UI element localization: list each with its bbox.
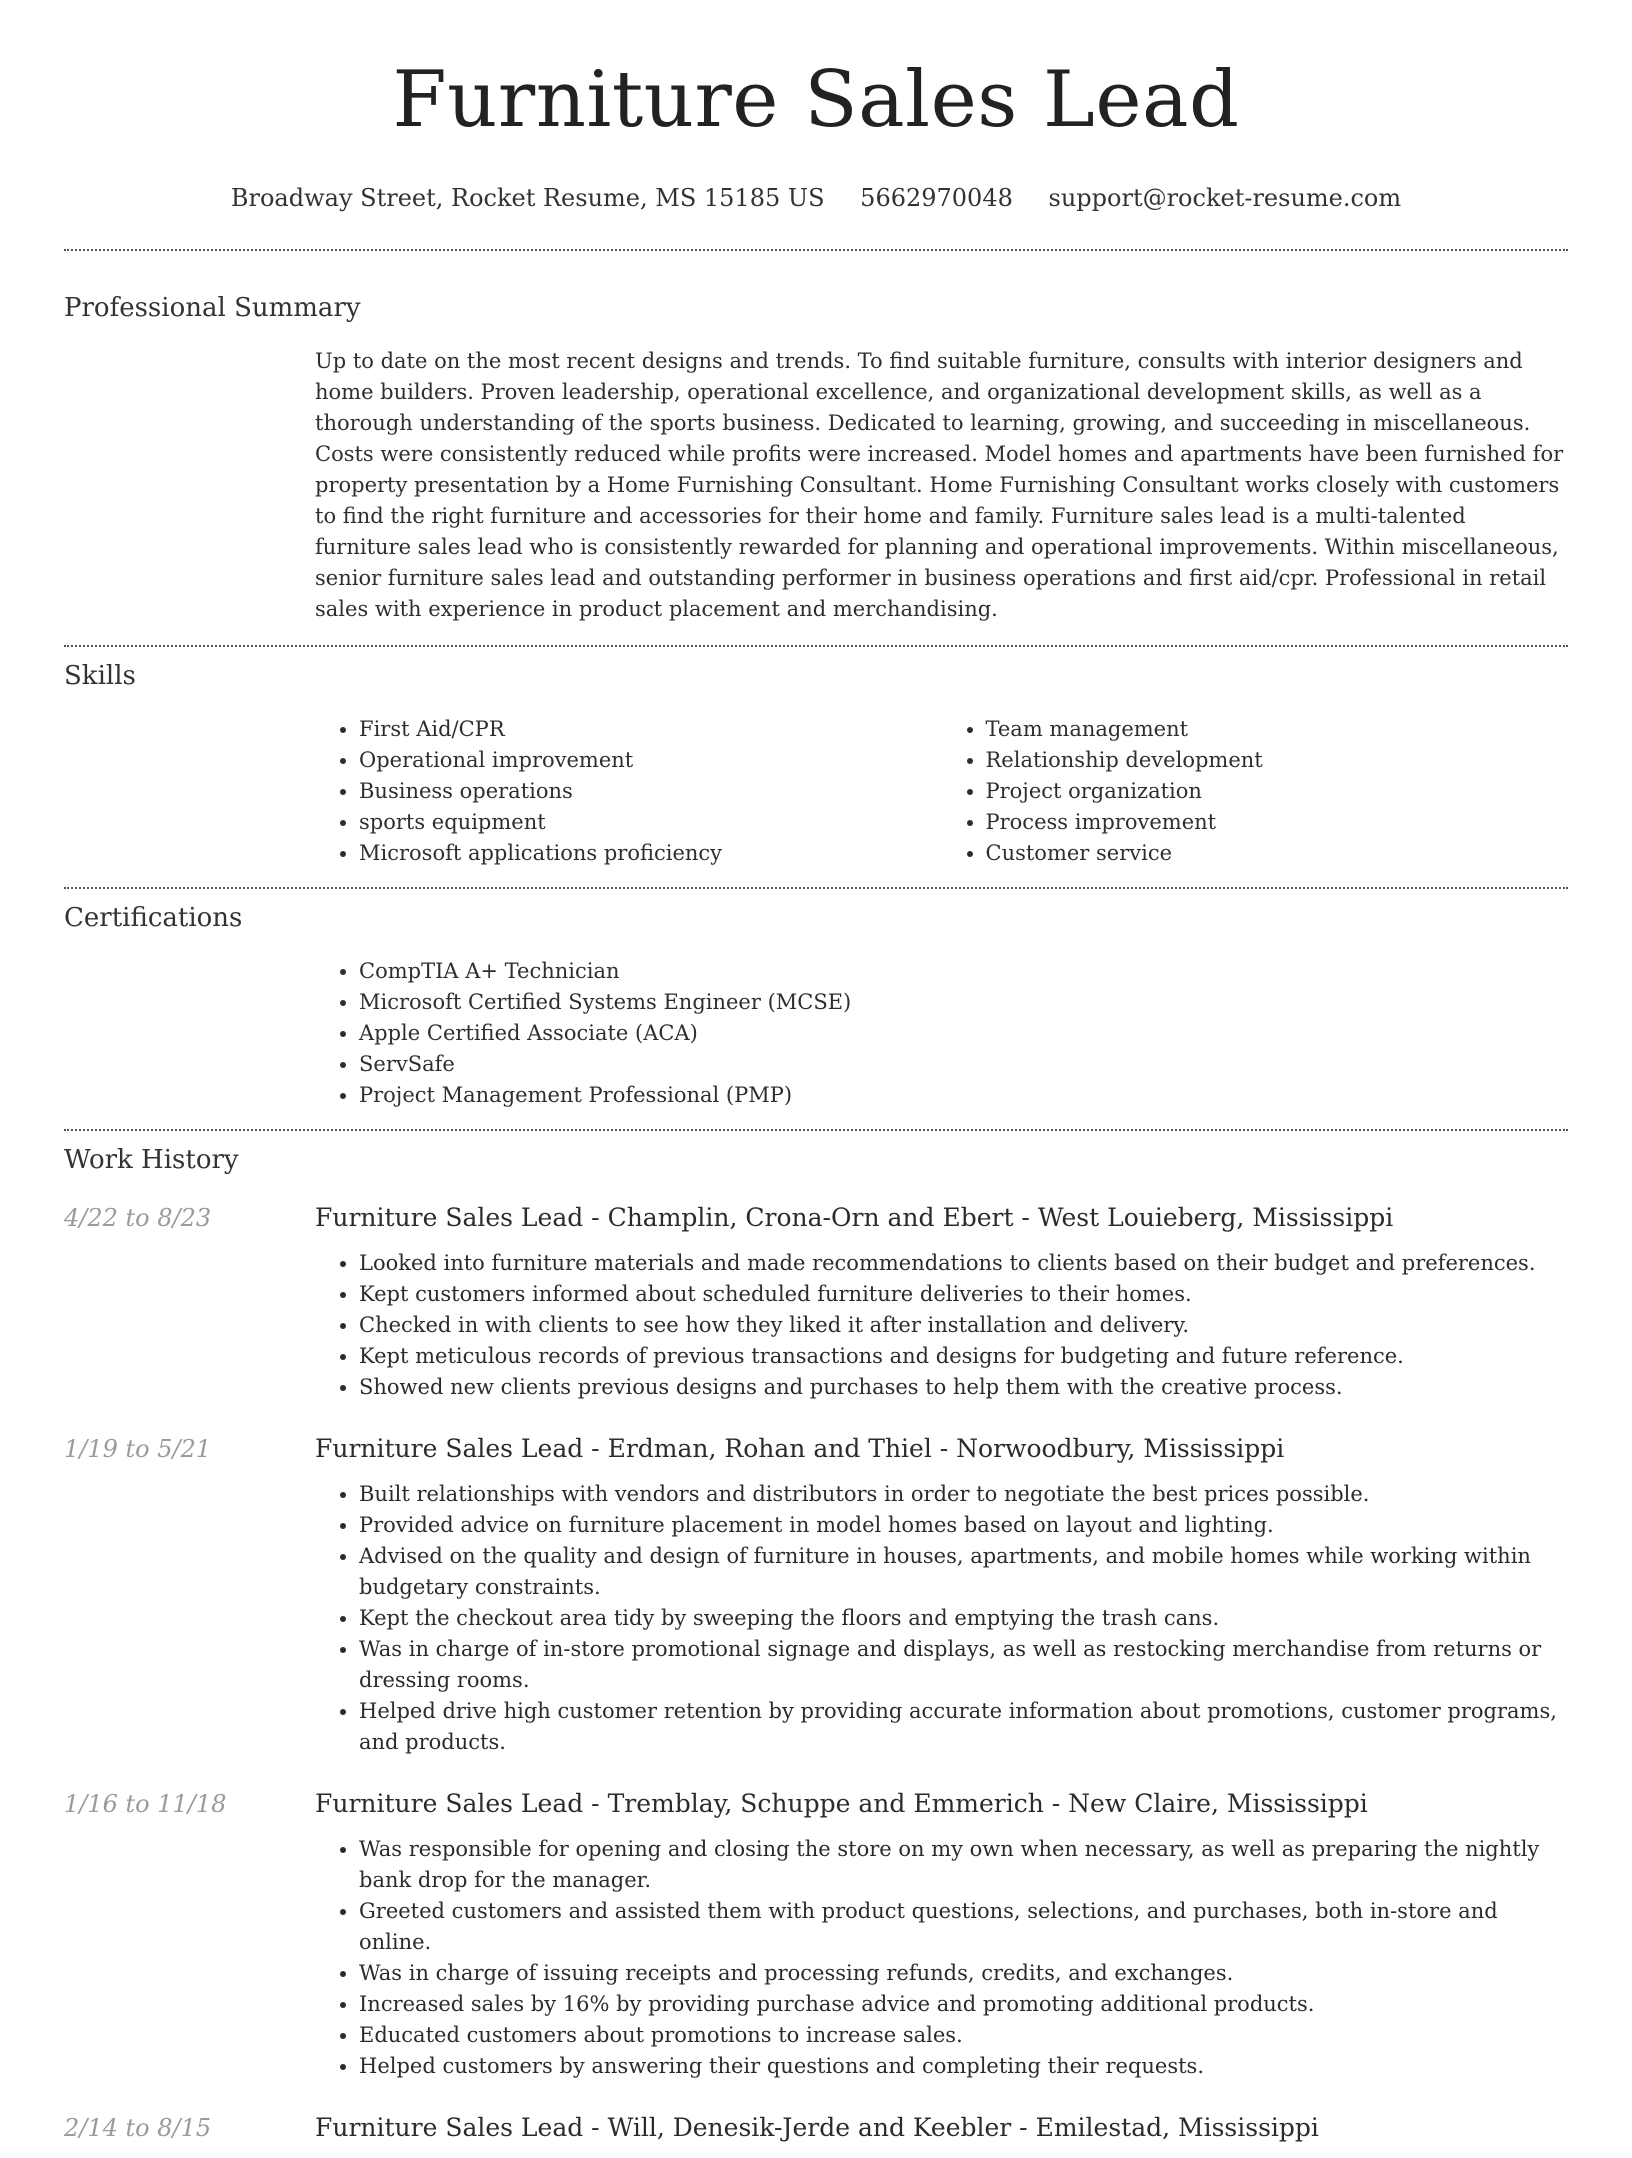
work-history-title: Work History <box>64 1145 239 1175</box>
skill-item: • Project organization <box>986 776 1569 807</box>
skill-item: • Team management <box>986 714 1569 745</box>
skills-list-right <box>942 714 1569 869</box>
skills-section <box>64 647 1568 869</box>
job-body <box>315 2112 1568 2158</box>
address: Broadway Street, Rocket Resume, MS 15185 US <box>230 184 825 212</box>
certifications-content <box>315 956 1568 1111</box>
skills-content <box>315 714 1568 869</box>
skill-item: • Customer service <box>986 838 1569 869</box>
summary-title: Professional Summary <box>64 293 361 323</box>
job-bullet: • Was responsible for opening and closing the store on my own when necessary, as well as preparing the nightly bank drop for the manager. <box>359 1834 1568 1896</box>
phone: 5662970048 <box>860 184 1013 212</box>
job-bullet: • Was in charge of in-store promotional signage and displays, as well as restocking merchandise from returns or dressing rooms. <box>359 1634 1568 1696</box>
job-body <box>315 1433 1568 1758</box>
summary-content <box>315 346 1568 625</box>
summary-section <box>64 251 1568 625</box>
job-bullet: • Looked into furniture materials and made recommendations to clients based on their budget and preferences. <box>359 1248 1568 1279</box>
job-bullets <box>315 1834 1568 2082</box>
contact-line <box>64 182 1568 214</box>
job-bullet: • Built relationships with vendors and distributors in order to negotiate the best prices possible. <box>359 1479 1568 1510</box>
job-bullet: • Kept meticulous records of previous transactions and designs for budgeting and future reference. <box>359 1341 1568 1372</box>
job-title: Furniture Sales Lead - Erdman, Rohan and Thiel - Norwoodbury, Mississippi <box>315 1434 1285 1463</box>
job-title: Furniture Sales Lead - Tremblay, Schuppe and Emmerich - New Claire, Mississippi <box>315 1789 1368 1818</box>
skill-item: • First Aid/CPR <box>359 714 942 745</box>
certifications-title: Certifications <box>64 903 243 933</box>
job-date: 1/19 to 5/21 <box>64 1435 212 1463</box>
resume-page <box>64 0 1568 2158</box>
skills-list-left <box>315 714 942 869</box>
work-history-section <box>64 1131 1568 2158</box>
job-entry <box>64 1788 1568 2082</box>
summary-text: Up to date on the most recent designs and trends. To find suitable furniture, consults with interior designers and home builders. Proven leadership, operational excellence, and organizational development skills, as well as a thorough understanding of the sports business. Dedicated to learning, growing, and succeeding in miscellaneous. Costs were consistently reduced while profits were increased. Model homes and apartments have been furnished for property presentation by a Home Furnishing Consultant. Home Furnishing Consultant works closely with customers to find the right furniture and accessories for their home and family. Furniture sales lead is a multi-talented furniture sales lead who is consistently rewarded for planning and operational improvements. Within miscellaneous, senior furniture sales lead and outstanding performer in business operations and first aid/cpr. Professional in retail sales with experience in product placement and merchandising. <box>315 349 1564 621</box>
job-date: 4/22 to 8/23 <box>64 1204 212 1232</box>
skills-title: Skills <box>64 661 136 691</box>
job-bullet: • Educated customers about promotions to increase sales. <box>359 2020 1568 2051</box>
skill-item: • sports equipment <box>359 807 942 838</box>
certification-item: • Microsoft Certified Systems Engineer (MCSE) <box>359 987 1568 1018</box>
job-body <box>315 1202 1568 1403</box>
job-bullet: • Showed new clients previous designs and purchases to help them with the creative process. <box>359 1372 1568 1403</box>
job-bullet: • Kept the checkout area tidy by sweeping the floors and emptying the trash cans. <box>359 1603 1568 1634</box>
certification-item: • ServSafe <box>359 1049 1568 1080</box>
certifications-list <box>315 956 1568 1111</box>
job-bullet: • Helped customers by answering their questions and completing their requests. <box>359 2051 1568 2082</box>
job-bullet: • Advised on the quality and design of furniture in houses, apartments, and mobile homes while working within budgetary constraints. <box>359 1541 1568 1603</box>
skill-item: • Relationship development <box>986 745 1569 776</box>
skill-item: • Operational improvement <box>359 745 942 776</box>
email[interactable]: support@rocket-resume.com <box>1048 184 1402 212</box>
skill-item: • Microsoft applications proficiency <box>359 838 942 869</box>
job-bullet: • Helped drive high customer retention by providing accurate information about promotions, customer programs, and products. <box>359 1696 1568 1758</box>
job-entry <box>64 2112 1568 2158</box>
job-title: Furniture Sales Lead - Champlin, Crona-Orn and Ebert - West Louieberg, Mississippi <box>315 1203 1394 1232</box>
job-bullets <box>315 1479 1568 1758</box>
job-body <box>315 1788 1568 2082</box>
certification-item: • CompTIA A+ Technician <box>359 956 1568 987</box>
job-bullet: • Provided advice on furniture placement in model homes based on layout and lighting. <box>359 1510 1568 1541</box>
skill-item: • Business operations <box>359 776 942 807</box>
job-title: Furniture Sales Lead - Will, Denesik-Jerde and Keebler - Emilestad, Mississippi <box>315 2113 1319 2142</box>
job-bullet: • Kept customers informed about scheduled furniture deliveries to their homes. <box>359 1279 1568 1310</box>
job-date: 2/14 to 8/15 <box>64 2114 212 2142</box>
job-bullet: • Increased sales by 16% by providing purchase advice and promoting additional products. <box>359 1989 1568 2020</box>
certification-item: • Project Management Professional (PMP) <box>359 1080 1568 1111</box>
job-bullet: • Greeted customers and assisted them with product questions, selections, and purchases, both in-store and online. <box>359 1896 1568 1958</box>
job-bullets <box>315 1248 1568 1403</box>
job-bullet: • Checked in with clients to see how they liked it after installation and delivery. <box>359 1310 1568 1341</box>
job-entry <box>64 1202 1568 1403</box>
candidate-name: Furniture Sales Lead <box>392 55 1240 145</box>
skill-item: • Process improvement <box>986 807 1569 838</box>
job-entry <box>64 1433 1568 1758</box>
job-date: 1/16 to 11/18 <box>64 1790 227 1818</box>
certifications-section <box>64 889 1568 1111</box>
certification-item: • Apple Certified Associate (ACA) <box>359 1018 1568 1049</box>
job-bullet: • Was in charge of issuing receipts and processing refunds, credits, and exchanges. <box>359 1958 1568 1989</box>
